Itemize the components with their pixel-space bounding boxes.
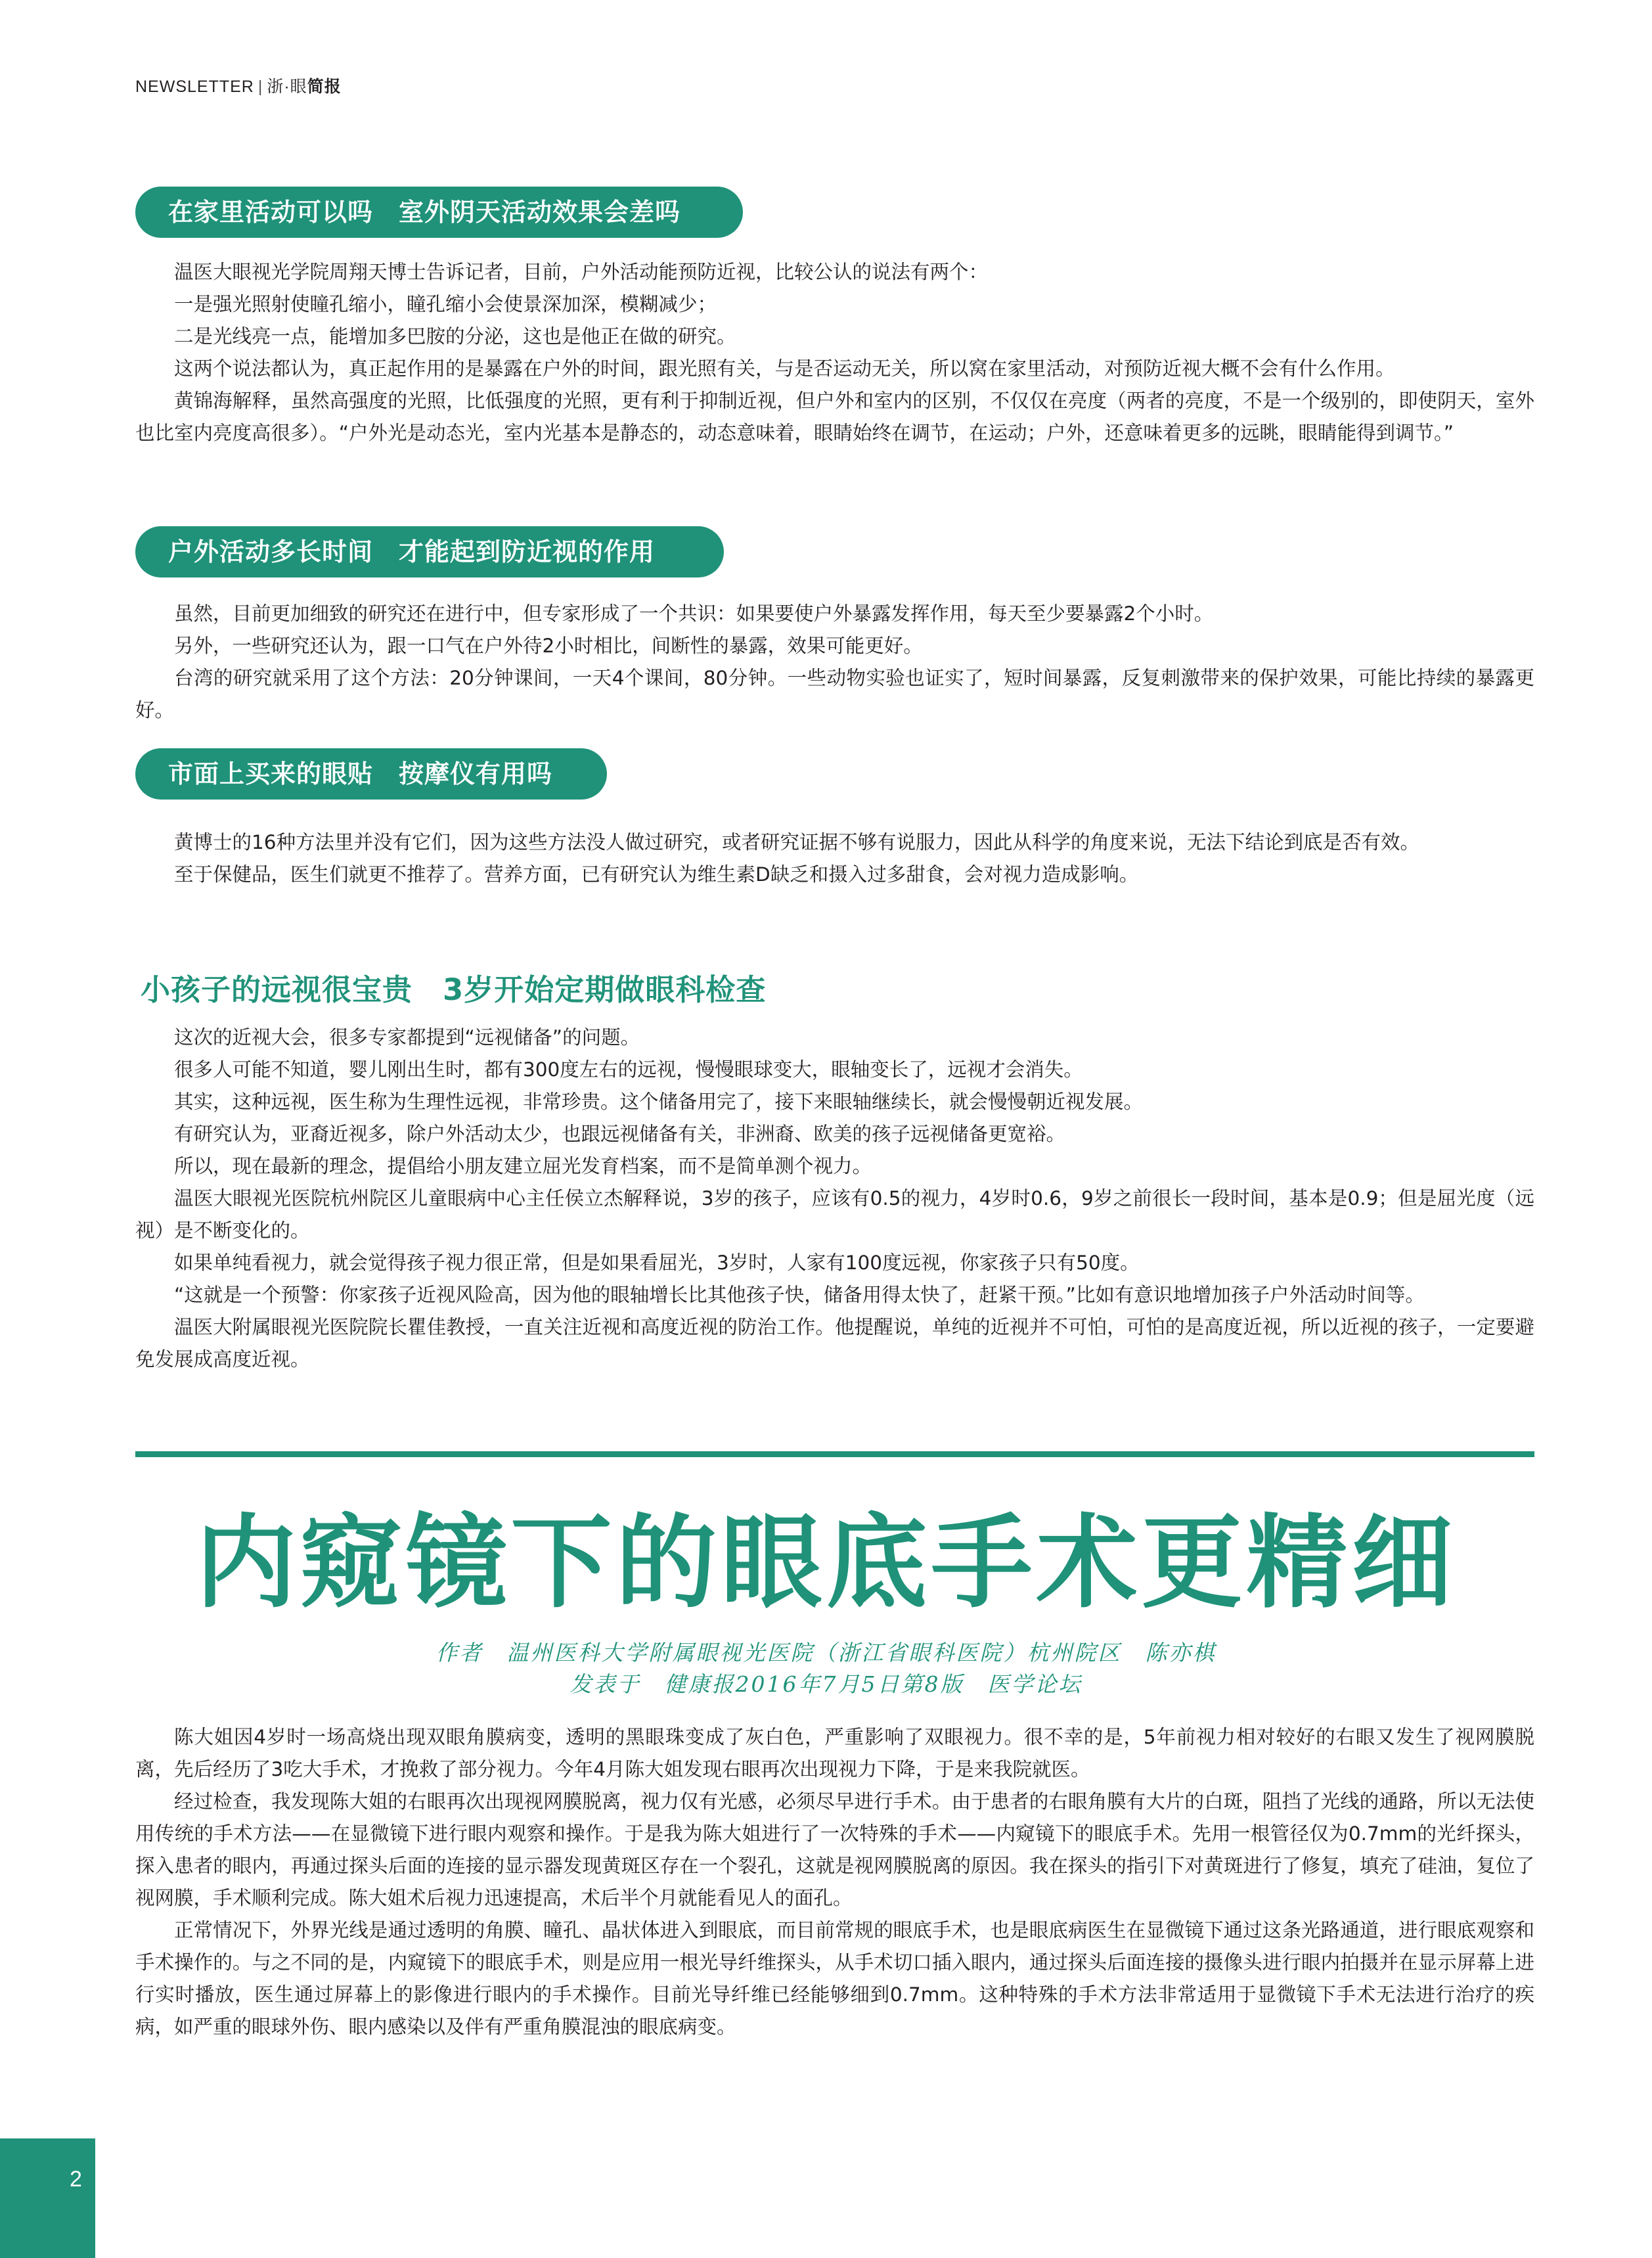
paragraph: 所以，现在最新的理念，提倡给小朋友建立屈光发育档案，而不是简单测个视力。	[174, 1155, 872, 1177]
newsletter-header	[135, 74, 342, 97]
paragraph: 温医大眼视光医院杭州院区儿童眼病中心主任侯立杰解释说，3岁的孩子，应该有0.5的视力，4岁时0.6，9岁之前很长一段时间，基本是0.9；但是屈光度（远视）是不断变化的。	[135, 1187, 1534, 1242]
paragraph: 黄博士的16种方法里并没有它们，因为这些方法没人做过研究，或者研究证据不够有说服力，因此从科学的角度来说，无法下结论到底是否有效。	[174, 831, 1420, 853]
paragraph: 这次的近视大会，很多专家都提到“远视储备”的问题。	[174, 1026, 640, 1049]
header-separator: |	[257, 78, 263, 96]
paragraph: 温医大眼视光学院周翔天博士告诉记者，目前，户外活动能预防近视，比较公认的说法有两个：	[174, 261, 989, 283]
publication-name-small: 浙·眼	[267, 78, 307, 96]
paragraph: 另外，一些研究还认为，跟一口气在户外待2小时相比，间断性的暴露，效果可能更好。	[174, 635, 923, 657]
section-heading-2: 户外活动多长时间 才能起到防近视的作用	[135, 526, 724, 577]
section-heading-3: 市面上买来的眼贴 按摩仪有用吗	[135, 748, 607, 800]
subsection-body	[135, 1022, 1534, 1376]
article-byline-source: 发表于 健康报2016年7月5日第8版 医学论坛	[569, 1671, 1083, 1697]
paragraph: 温医大附属眼视光医院院长瞿佳教授，一直关注近视和高度近视的防治工作。他提醒说，单纯的近视并不可怕，可怕的是高度近视，所以近视的孩子，一定要避免发展成高度近视。	[135, 1316, 1534, 1370]
article-title: 内窥镜下的眼底手术更精细	[195, 1504, 1457, 1622]
section-body-3	[135, 826, 1534, 891]
page-number: 2	[70, 2167, 82, 2192]
article-byline-author: 作者 温州医科大学附属眼视光医院（浙江省眼科医院）杭州院区 陈亦棋	[435, 1640, 1217, 1665]
paragraph: “这就是一个预警：你家孩子近视风险高，因为他的眼轴增长比其他孩子快，储备用得太快了，赶紧干预。”比如有意识地增加孩子户外活动时间等。	[174, 1284, 1425, 1306]
paragraph: 一是强光照射使瞳孔缩小，瞳孔缩小会使景深加深，模糊减少；	[174, 293, 717, 315]
paragraph: 至于保健品，医生们就更不推荐了。营养方面，已有研究认为维生素D缺乏和摄入过多甜食，会对视力造成影响。	[174, 863, 1139, 886]
paragraph: 如果单纯看视力，就会觉得孩子视力很正常，但是如果看屈光，3岁时，人家有100度远视，你家孩子只有50度。	[174, 1252, 1140, 1274]
paragraph: 正常情况下，外界光线是通过透明的角膜、瞳孔、晶状体进入到眼底，而目前常规的眼底手术，也是眼底病医生在显微镜下通过这条光路通道，进行眼底观察和手术操作的。与之不同的是，内窥镜下的眼底手术，则是应用一根光导纤维探头，从手术切口插入眼内，通过探头后面连接的摄像头进行眼内拍摄并在显示屏幕上进行实时播放，医生通过屏幕上的影像进行眼内的手术操作。目前光导纤维已经能够细到0.7mm。这种特殊的手术方法非常适用于显微镜下手术无法进行治疗的疾病，如严重的眼球外伤、眼内感染以及伴有严重角膜混浊的眼底病变。	[135, 1919, 1534, 2038]
newsletter-label: NEWSLETTER	[135, 78, 254, 96]
paragraph: 二是光线亮一点，能增加多巴胺的分泌，这也是他正在做的研究。	[174, 325, 736, 348]
paragraph: 台湾的研究就采用了这个方法：20分钟课间，一天4个课间，80分钟。一些动物实验也证实了，短时间暴露，反复刺激带来的保护效果，可能比持续的暴露更好。	[135, 667, 1534, 721]
paragraph: 其实，这种远视，医生称为生理性远视，非常珍贵。这个储备用完了，接下来眼轴继续长，就会慢慢朝近视发展。	[174, 1091, 1144, 1113]
section-body-1	[135, 256, 1534, 449]
section-heading-1: 在家里活动可以吗 室外阴天活动效果会差吗	[135, 187, 743, 238]
paragraph: 黄锦海解释，虽然高强度的光照，比低强度的光照，更有利于抑制近视，但户外和室内的区别，不仅仅在亮度（两者的亮度，不是一个级别的，即使阴天，室外也比室内亮度高很多）。“户外光是动态光，室内光基本是静态的，动态意味着，眼睛始终在调节，在运动；户外，还意味着更多的远眺，眼睛能得到调节。”	[135, 390, 1534, 444]
subsection-heading: 小孩子的远视很宝贵 3岁开始定期做眼科检查	[141, 972, 767, 1007]
paragraph: 虽然，目前更加细致的研究还在进行中，但专家形成了一个共识：如果要使户外暴露发挥作用，每天至少要暴露2个小时。	[174, 602, 1214, 625]
paragraph: 经过检查，我发现陈大姐的右眼再次出现视网膜脱离，视力仅有光感，必须尽早进行手术。由于患者的右眼角膜有大片的白斑，阻挡了光线的通路，所以无法使用传统的手术方法——在显微镜下进行眼内观察和操作。于是我为陈大姐进行了一次特殊的手术——内窥镜下的眼底手术。先用一根管径仅为0.7mm的光纤探头，探入患者的眼内，再通过探头后面的连接的显示器发现黄斑区存在一个裂孔，这就是视网膜脱离的原因。我在探头的指引下对黄斑进行了修复，填充了硅油，复位了视网膜，手术顺利完成。陈大姐术后视力迅速提高，术后半个月就能看见人的面孔。	[135, 1790, 1534, 1909]
paragraph: 很多人可能不知道，婴儿刚出生时，都有300度左右的远视，慢慢眼球变大，眼轴变长了，远视才会消失。	[174, 1058, 1083, 1081]
page-number-tab	[0, 2138, 95, 2258]
paragraph: 有研究认为，亚裔近视多，除户外活动太少，也跟远视储备有关，非洲裔、欧美的孩子远视储备更宽裕。	[174, 1123, 1066, 1145]
article-body	[135, 1721, 1534, 2043]
paragraph: 陈大姐因4岁时一场高烧出现双眼角膜病变，透明的黑眼珠变成了灰白色，严重影响了双眼视力。很不幸的是，5年前视力相对较好的右眼又发生了视网膜脱离，先后经历了3吃大手术，才挽救了部分视力。今年4月陈大姐发现右眼再次出现视力下降，于是来我院就医。	[135, 1726, 1534, 1780]
paragraph: 这两个说法都认为，真正起作用的是暴露在户外的时间，跟光照有关，与是否运动无关，所以窝在家里活动，对预防近视大概不会有什么作用。	[174, 357, 1395, 380]
section-body-2	[135, 598, 1534, 727]
publication-name-bold: 简报	[307, 77, 342, 96]
section-divider	[135, 1451, 1534, 1457]
